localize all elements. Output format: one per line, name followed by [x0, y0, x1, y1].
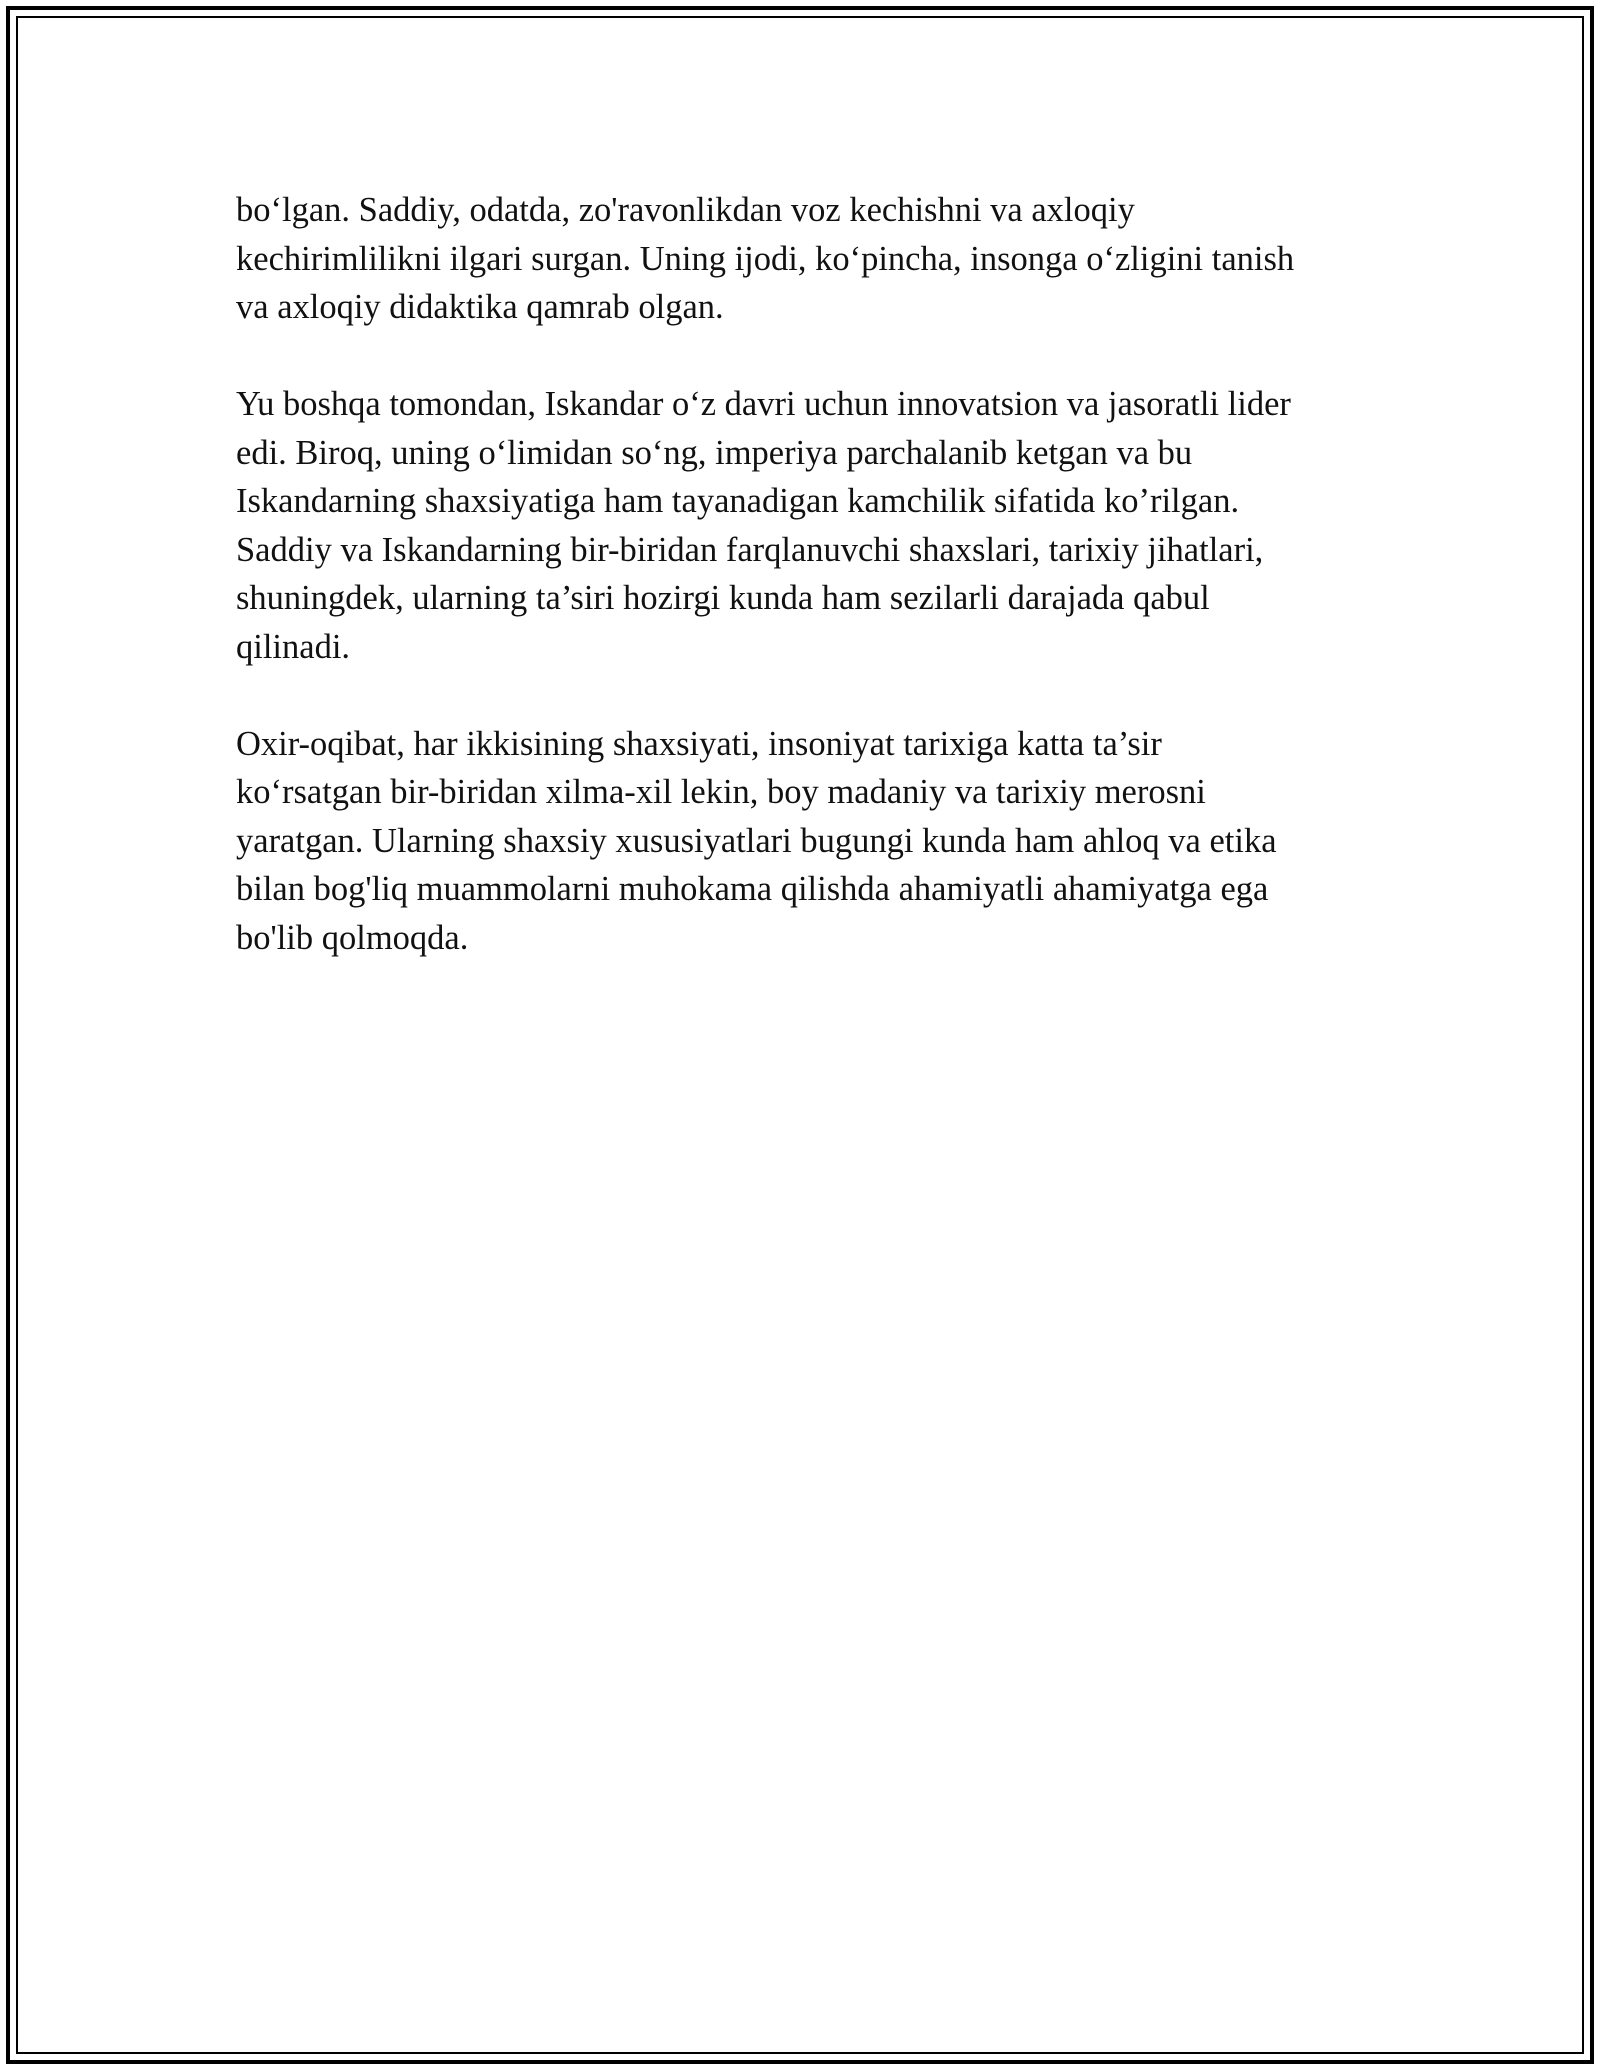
text-line: Oxir-oqibat, har ikkisining shaxsiyati, insoniyat tarixiga katta ta’sir	[236, 724, 1162, 763]
text-line: yaratgan. Ularning shaxsiy xususiyatlari bugungi kunda ham ahloq va etika	[236, 821, 1277, 860]
paragraph-3	[236, 720, 1376, 963]
text-line: bo'lib qolmoqda.	[236, 918, 469, 957]
text-line: ko‘rsatgan bir-biridan xilma-xil lekin, boy madaniy va tarixiy merosni	[236, 773, 1206, 811]
text-line: Saddiy va Iskandarning bir-biridan farqlanuvchi shaxslari, tarixiy jihatlari,	[236, 530, 1264, 569]
text-line: kechirimlilikni ilgari surgan. Uning ijodi, ko‘pincha, insonga o‘zligini tanish	[236, 239, 1295, 278]
text-line: bilan bog'liq muammolarni muhokama qilishda ahamiyatli ahamiyatga ega	[236, 870, 1269, 908]
paragraph-2	[236, 380, 1376, 671]
text-line: Yu boshqa tomondan, Iskandar o‘z davri uchun innovatsion va jasoratli lider	[236, 385, 1291, 423]
document-body	[236, 186, 1376, 1011]
text-line: qilinadi.	[236, 627, 351, 666]
text-line: va axloqiy didaktika qamrab olgan.	[236, 288, 724, 326]
text-line: Iskandarning shaxsiyatiga ham tayanadigan kamchilik sifatida ko’rilgan.	[236, 482, 1240, 520]
paragraph-1	[236, 186, 1376, 332]
text-line: edi. Biroq, uning o‘limidan so‘ng, imperiya parchalanib ketgan va bu	[236, 433, 1193, 472]
text-line: shuningdek, ularning ta’siri hozirgi kunda ham sezilarli darajada qabul	[236, 579, 1210, 617]
text-line: bo‘lgan. Saddiy, odatda, zo'ravonlikdan voz kechishni va axloqiy	[236, 191, 1135, 229]
